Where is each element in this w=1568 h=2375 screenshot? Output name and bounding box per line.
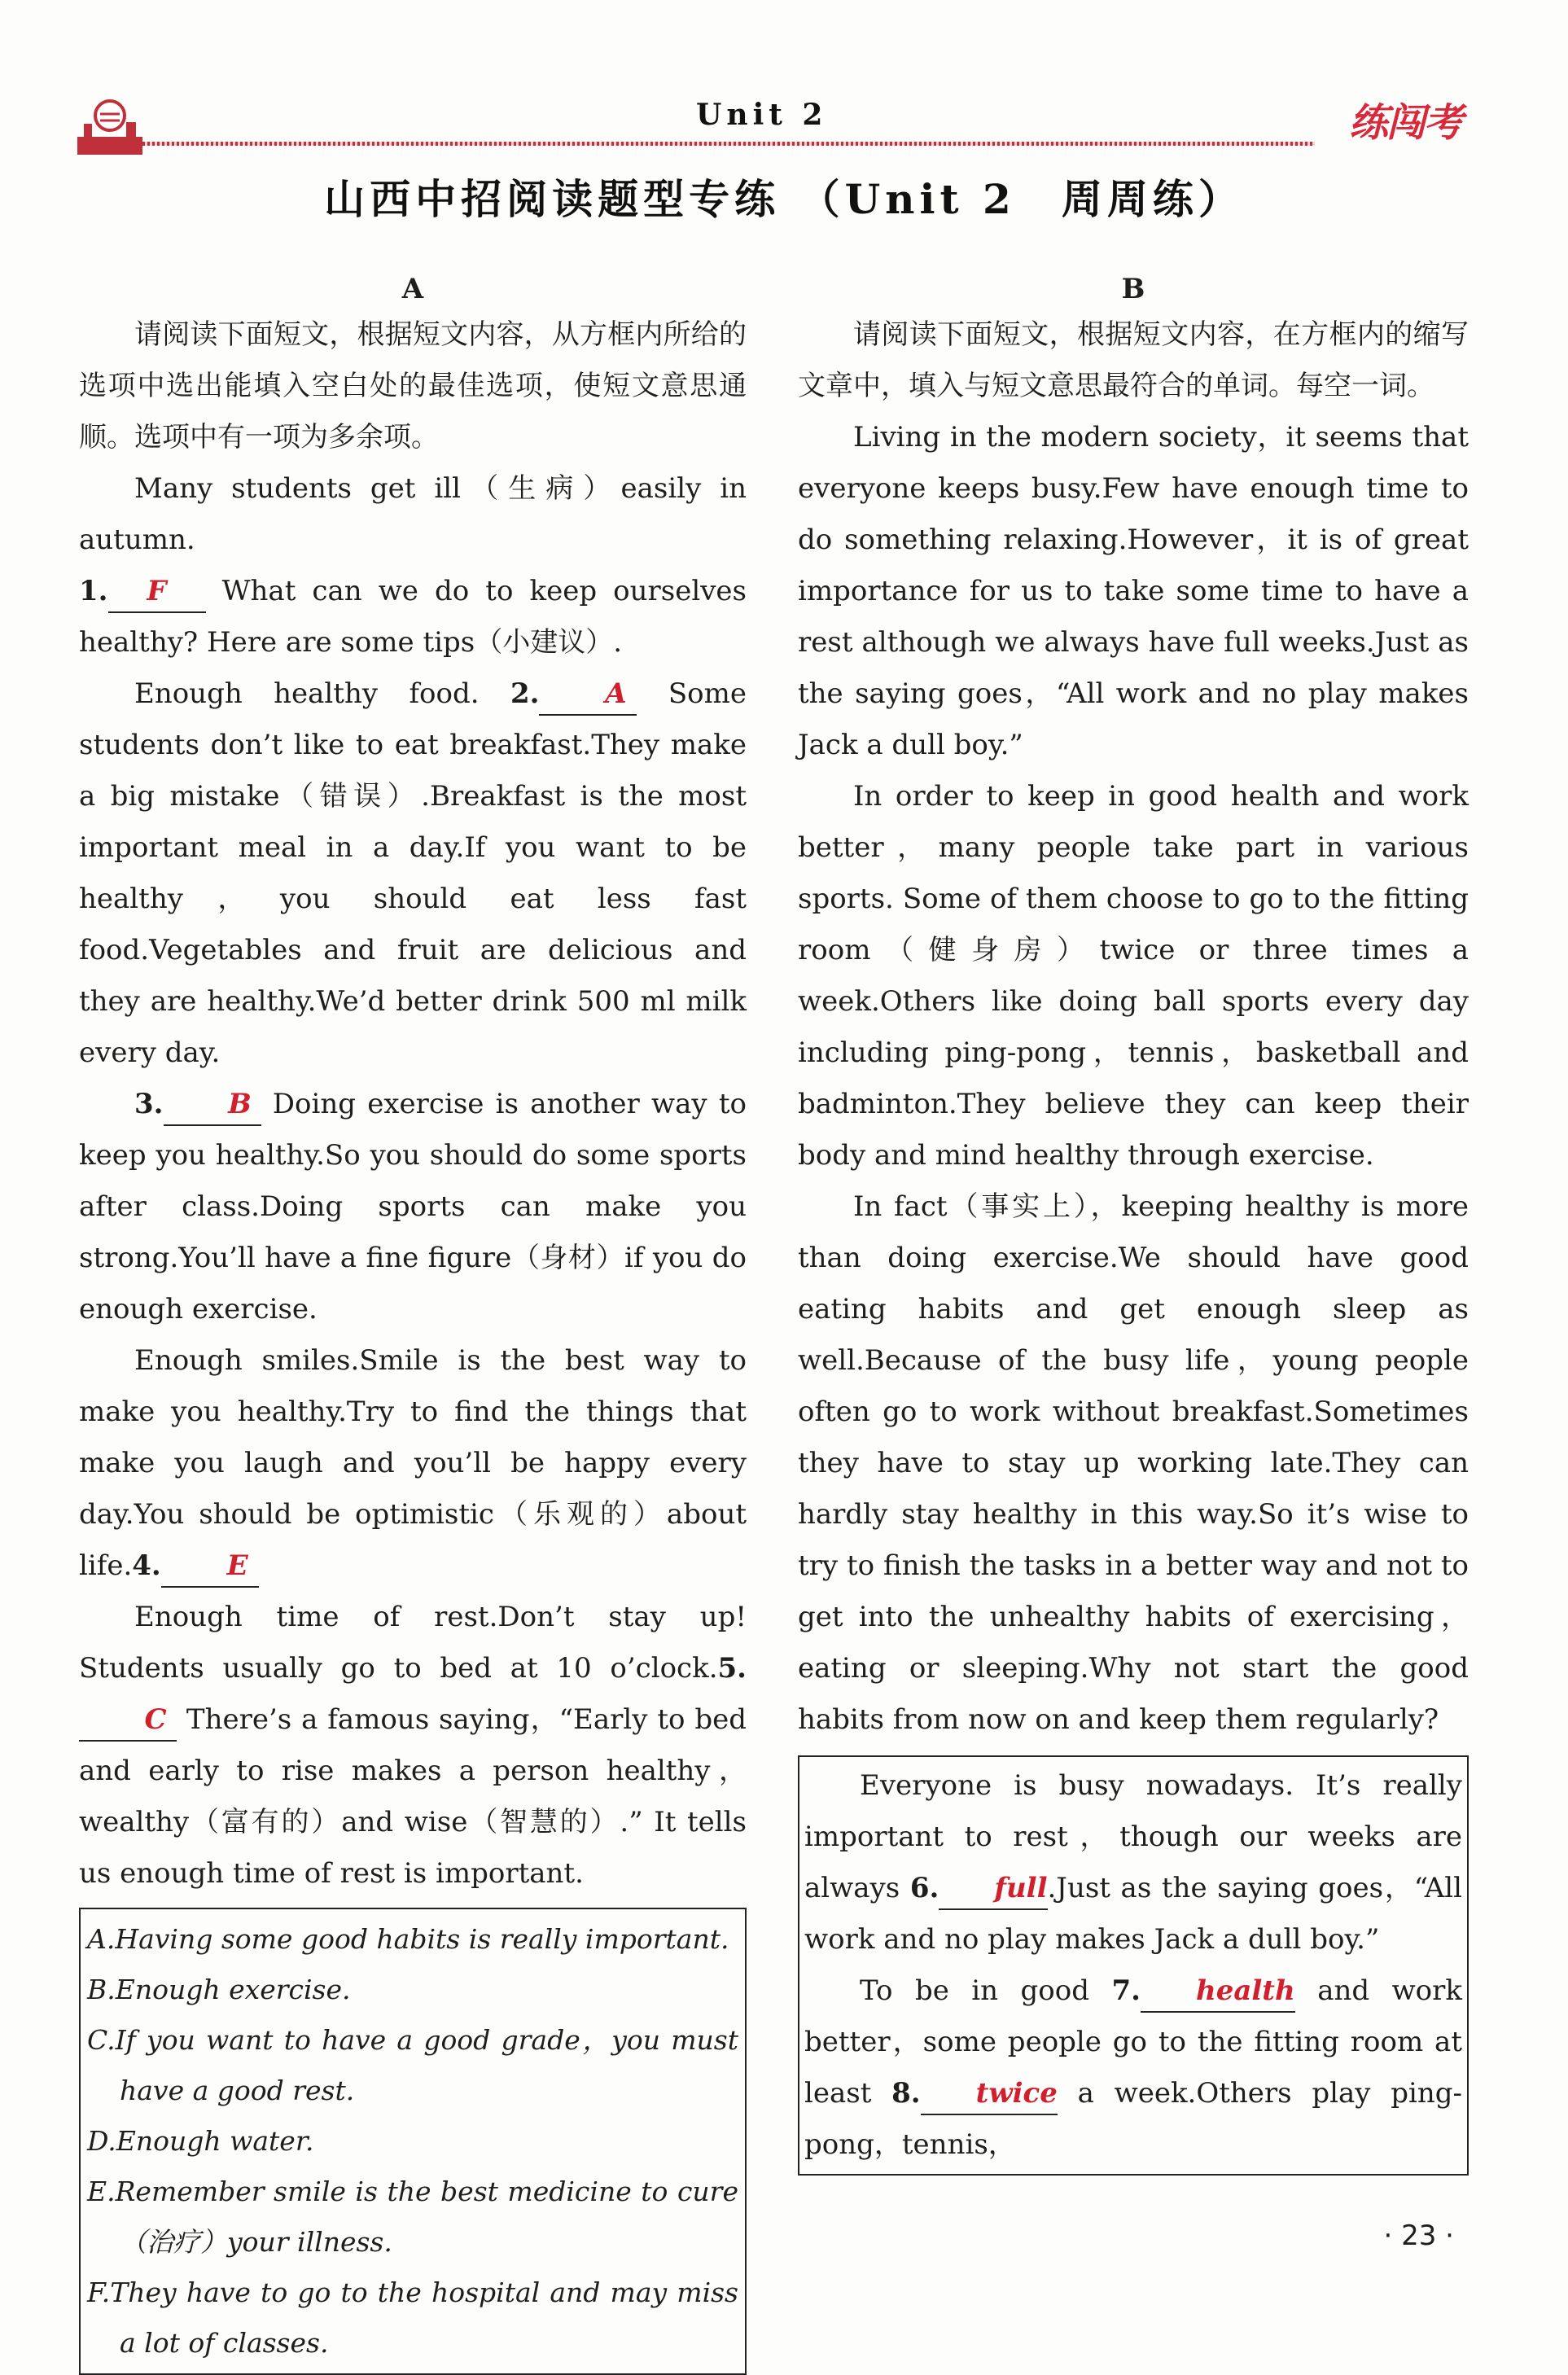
option-c: C.If you want to have a good grade，you must have a good rest.: [87, 2024, 738, 2106]
section-b-instructions: 请阅读下面短文，根据短文内容，在方框内的缩写文章中，填入与短文意思最符合的单词。每空一词。: [798, 318, 1469, 402]
page-number: · 23 ·: [1383, 2219, 1454, 2252]
option-b: B.Enough exercise.: [87, 1974, 351, 2005]
option-d: D.Enough water.: [87, 2125, 314, 2157]
answer-blank-3[interactable]: B: [164, 1084, 261, 1126]
passage-a-paragraph-5: Enough time of rest.Don’t stay up! Students usually go to bed at 10 o’clock.5.C There’s a famous saying，“Early to bed and early to rise makes a person healthy，wealthy（富有的）and wise（智慧的）.” It tells us enough time of rest is important.: [79, 1601, 747, 1890]
page-title: 山西中招阅读题型专练 （Unit 2 周周练）: [324, 175, 1244, 223]
section-a-heading: A: [401, 273, 424, 305]
brand-logo: 练闯考: [1348, 100, 1461, 146]
summary-paragraph-1: Everyone is busy nowadays. It’s really important to rest，though our weeks are always 6. full.Just as the saying goes，“All work and no play makes Jack a dull boy.”: [804, 1769, 1462, 1956]
option-f: F.They have to go to the hospital and may miss a lot of classes.: [87, 2276, 738, 2359]
page-header: [77, 91, 1461, 158]
passage-a-paragraph-4: Enough smiles.Smile is the best way to make you healthy.Try to find the things that make you laugh and you’ll be happy every day.You should be optimistic（乐观的）about life.4. E: [79, 1335, 747, 1592]
answer-blank-7[interactable]: health: [1141, 1970, 1295, 2013]
passage-b-paragraph-2: In order to keep in good health and work better，many people take part in various sports. Some of them choose to go to the fitting room（健身房）twice or three times a week.Others like doing ball sports every day including ping-pong，tennis，basketball and badminton.They believe they can keep their body and mind healthy through exercise.: [798, 780, 1469, 1172]
option-e: E.Remember smile is the best medicine to cure（治疗）your illness.: [87, 2176, 738, 2258]
fist-logo-icon: [77, 98, 142, 155]
unit-label: Unit 2: [696, 98, 828, 132]
passage-a-paragraph-1b: 1. F What can we do to keep ourselves healthy? Here are some tips（小建议）.: [79, 566, 747, 668]
section-b: [798, 269, 1469, 2176]
passage-a-paragraph-3: 3. B Doing exercise is another way to keep you healthy.So you should do some sports after class.Doing sports can make you strong.You’ll have a fine figure（身材）if you do enough exercise.: [79, 1079, 747, 1335]
answer-blank-5[interactable]: C: [79, 1699, 177, 1742]
answer-blank-1[interactable]: F: [108, 571, 206, 613]
section-a-instructions: 请阅读下面短文，根据短文内容，从方框内所给的选项中选出能填入空白处的最佳选项，使短文意思通顺。选项中有一项为多余项。: [79, 318, 747, 454]
options-box: [79, 1908, 747, 2375]
answer-blank-4[interactable]: E: [161, 1545, 259, 1588]
section-b-heading: B: [1121, 273, 1145, 305]
passage-a-paragraph-2: Enough healthy food. 2. A Some students don’t like to eat breakfast.They make a big mistake（错误）.Breakfast is the most important meal in a day.If you want to be healthy，you should eat less fast food.Vegetables and fruit are delicious and they are healthy.We’d better drink 500 ml milk every day.: [79, 668, 747, 1079]
summary-paragraph-2: To be in good 7. health and work better，some people go to the fitting room at least 8. twice a week.Others play ping-pong，tennis，: [804, 1965, 1462, 2171]
option-a: A.Having some good habits is really important.: [87, 1923, 729, 1955]
header-divider: [142, 142, 1315, 146]
section-a: [79, 269, 747, 2375]
passage-a-paragraph-1: Many students get ill（生病）easily in autumn.: [79, 472, 747, 556]
summary-box: [798, 1755, 1469, 2176]
answer-blank-8[interactable]: twice: [921, 2073, 1058, 2115]
passage-b-paragraph-3: In fact（事实上），keeping healthy is more than doing exercise.We should have good eating habits and get enough sleep as well.Because of the busy life，young people often go to work without breakfast.Sometimes they have to stay up working late.They can hardly stay healthy in this way.So it’s wise to try to finish the tasks in a better way and not to get into the unhealthy habits of exercising，eating or sleeping.Why not start the good habits from now on and keep them regularly?: [798, 1190, 1469, 1736]
answer-blank-2[interactable]: A: [539, 673, 637, 716]
passage-b-paragraph-1: Living in the modern society，it seems that everyone keeps busy.Few have enough time to do something relaxing.However，it is of great importance for us to take some time to have a rest although we always have full weeks.Just as the saying goes，“All work and no play makes Jack a dull boy.”: [798, 421, 1469, 761]
answer-blank-6[interactable]: full: [939, 1868, 1047, 1910]
